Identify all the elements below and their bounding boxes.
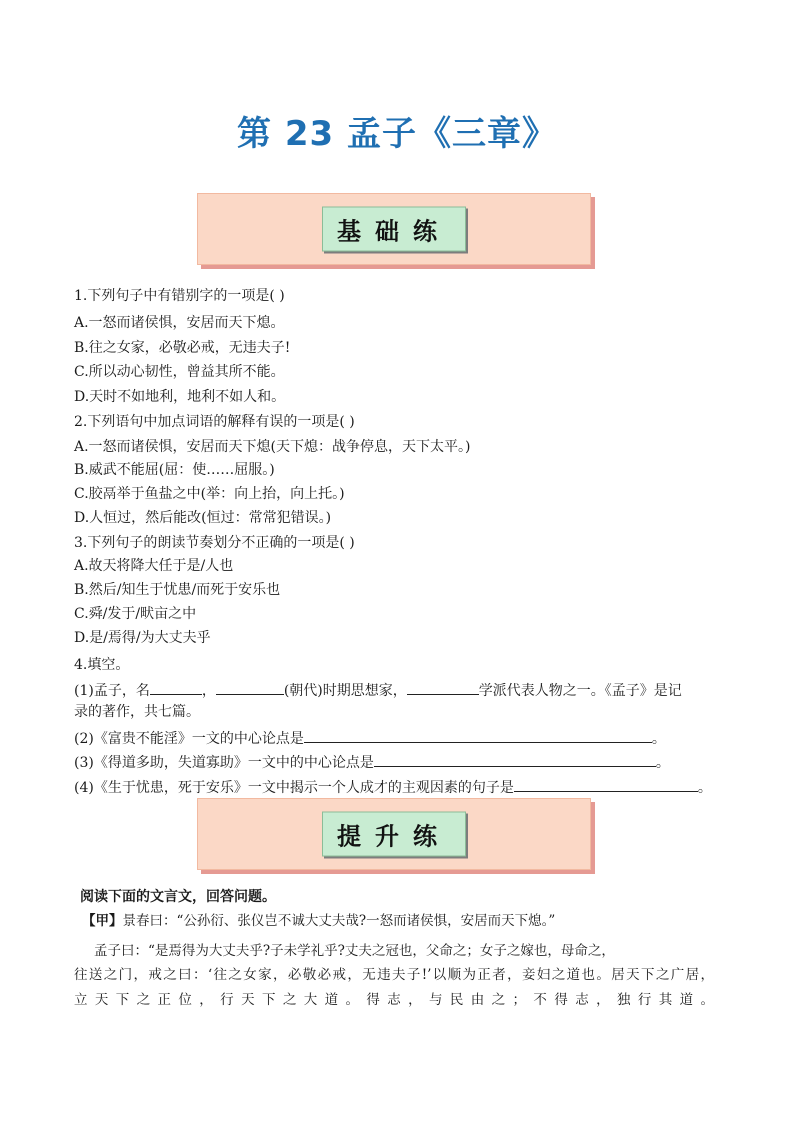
q4-item-1-text-c: (朝代)时期思想家， [283, 683, 407, 699]
q4-item-3-text: (3)《得道多助，失道寡助》一文中的中心论点是 [74, 755, 374, 771]
answer-blank[interactable] [514, 777, 698, 792]
q4-item-3-end: 。 [655, 755, 670, 771]
q3-option-d: D.是/焉得/为大丈夫乎 [74, 630, 211, 646]
passage-line-1 [74, 908, 714, 934]
q4-stem: 4.填空。 [74, 657, 130, 673]
q4-item-1-text-a: (1)孟子，名 [74, 683, 150, 699]
q1-option-b: B.往之女家，必敬必戒，无违夫子! [74, 340, 291, 356]
q4-item-1 [74, 680, 682, 701]
q4-item-1-cont: 录的著作，共七篇。 [74, 704, 200, 720]
q1-stem: 1.下列句子中有错别字的一项是( ) [74, 288, 285, 304]
q4-item-1-text-b: ， [201, 683, 216, 699]
passage-tag-jia: 【甲】 [82, 913, 123, 929]
q1-option-d: D.天时不如地利，地利不如人和。 [74, 389, 286, 405]
q4-item-4-end: 。 [697, 780, 712, 796]
q2-stem: 2.下列语句中加点词语的解释有误的一项是( ) [74, 414, 355, 430]
q4-item-3 [74, 752, 670, 773]
q1-option-a: A.一怒而诸侯惧，安居而天下熄。 [74, 315, 285, 331]
reading-prompt: 阅读下面的文言文，回答问题。 [80, 889, 276, 905]
passage-line-2: 孟子曰：“是焉得为大丈夫乎?子未学礼乎?丈夫之冠也，父命之；女子之嫁也，母命之， [94, 943, 615, 959]
section-banner-basic [197, 193, 591, 265]
q4-item-2-text: (2)《富贵不能淫》一文的中心论点是 [74, 731, 304, 747]
section-label-advanced: 提升练 [322, 812, 466, 857]
q3-stem: 3.下列句子的朗读节奏划分不正确的一项是( ) [74, 535, 355, 551]
q3-option-c: C.舜/发于/畎亩之中 [74, 606, 197, 622]
q1-option-c: C.所以动心韧性，曾益其所不能。 [74, 364, 285, 380]
answer-blank[interactable] [150, 680, 202, 695]
section-label-basic: 基础练 [322, 207, 466, 252]
passage-line-3: 往送之门，戒之曰：‘往之女家，必敬必戒，无违夫子!’以顺为正者，妾妇之道也。居天下之广居， [74, 967, 714, 983]
answer-blank[interactable] [407, 680, 479, 695]
answer-blank[interactable] [216, 680, 284, 695]
q4-item-2 [74, 728, 666, 749]
q2-option-d: D.人恒过，然后能改(恒过：常常犯错误。) [74, 510, 332, 526]
q2-option-a: A.一怒而诸侯惧，安居而天下熄(天下熄：战争停息，天下太平。) [74, 439, 471, 455]
q2-option-c: C.胶鬲举于鱼盐之中(举：向上抬，向上托。) [74, 486, 345, 502]
q4-item-2-end: 。 [651, 731, 666, 747]
answer-blank[interactable] [374, 752, 656, 767]
q3-option-b: B.然后/知生于忧患/而死于安乐也 [74, 582, 281, 598]
section-banner-advanced [197, 798, 591, 870]
passage-text-1: 景春曰：“公孙衍、张仪岂不诚大丈夫哉?一怒而诸侯惧，安居而天下熄。” [122, 913, 556, 929]
q4-item-4 [74, 777, 712, 798]
answer-blank[interactable] [304, 728, 652, 743]
passage-line-4: 立天下之正位，行天下之大道。得志，与民由之；不得志，独行其道。 [74, 992, 714, 1008]
q3-option-a: A.故天将降大任于是/人也 [74, 558, 234, 574]
page-title: 第 23 孟子《三章》 [237, 114, 557, 154]
q4-item-1-text-d: 学派代表人物之一。《孟子》是记 [478, 683, 682, 699]
q4-item-4-text: (4)《生于忧患，死于安乐》一文中揭示一个人成才的主观因素的句子是 [74, 780, 514, 796]
q2-option-b: B.威武不能屈(屈：使……屈服。) [74, 462, 275, 478]
